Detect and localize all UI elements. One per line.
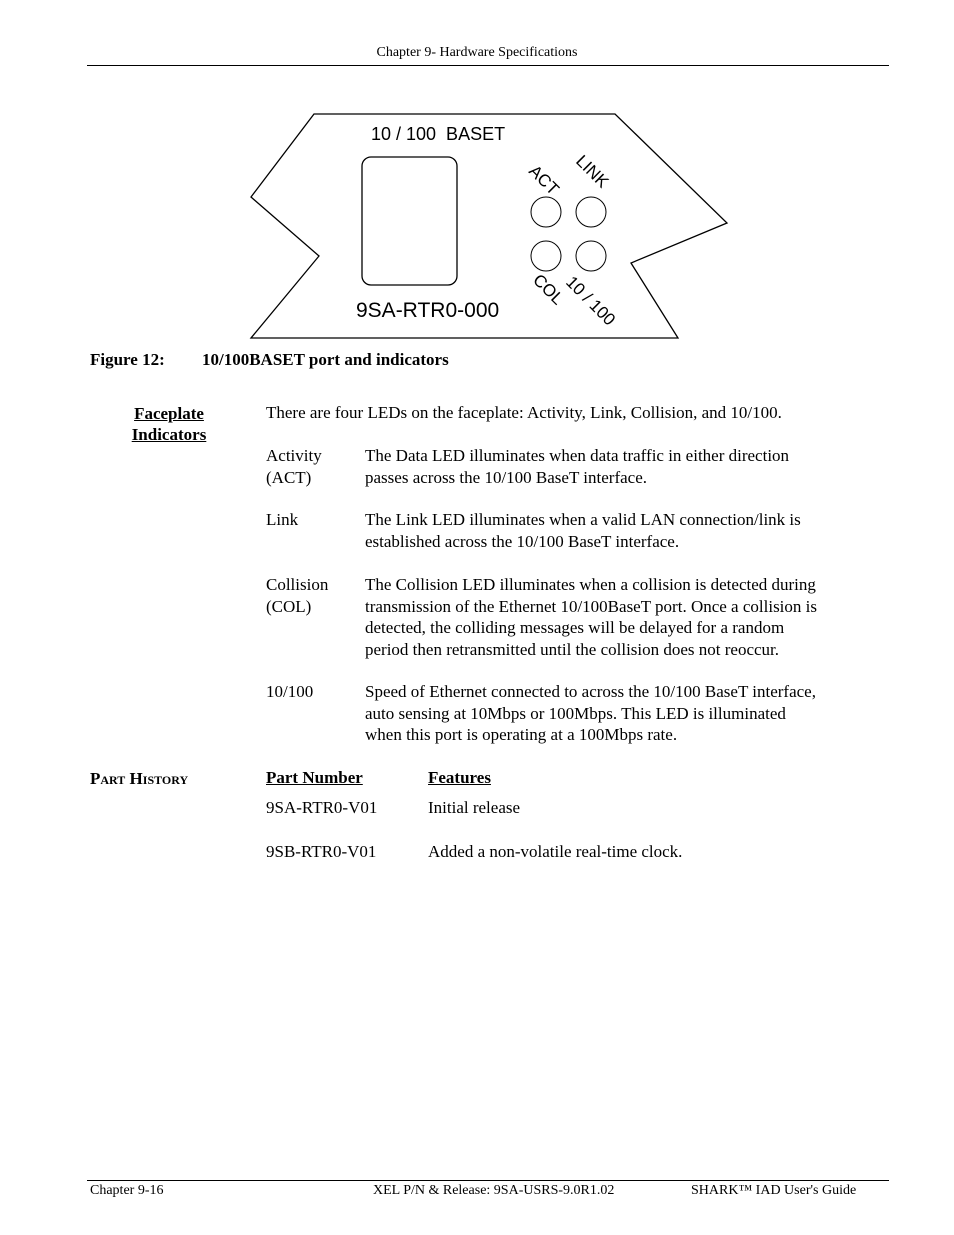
desc-activity: The Data LED illuminates when data traffic in either direction passes across the 10/100 BaseT interface. xyxy=(365,446,790,487)
desc-link: The Link LED illuminates when a valid LAN connection/link is established across the 10/100 BaseT interface. xyxy=(365,510,801,551)
link-led xyxy=(576,197,606,227)
term-collision: Collision (COL) xyxy=(266,575,329,616)
term-link: Link xyxy=(266,510,299,529)
table-row-feature: Initial release xyxy=(428,798,521,817)
port-label: 10 / 100 BASET xyxy=(371,124,506,144)
figure-caption xyxy=(90,350,449,370)
caption-text: 10/100BASET port and indicators xyxy=(202,350,449,369)
faceplate-figure xyxy=(247,110,731,342)
footer-center: XEL P/N & Release: 9SA-USRS-9.0R1.02 xyxy=(373,1183,615,1198)
desc-speed: Speed of Ethernet connected to across the 10/100 BaseT interface, auto sensing at 10Mbps or 100Mbps. This LED is illuminated when this port is operating at a 100Mbps rate. xyxy=(365,682,816,744)
term-activity: Activity (ACT) xyxy=(266,446,322,487)
footer-right: SHARK™ IAD User's Guide xyxy=(691,1183,857,1198)
part-number-label: 9SA-RTR0-000 xyxy=(356,299,500,322)
rj45-port xyxy=(362,157,457,285)
act-led xyxy=(531,197,561,227)
faceplate-indicators-heading: Faceplate Indicators xyxy=(131,404,207,444)
part-history-heading: Part History xyxy=(90,769,189,788)
speed-label: 10 / 100 xyxy=(562,272,620,330)
header-rule xyxy=(87,65,889,66)
col-label: COL xyxy=(529,270,568,309)
act-label: ACT xyxy=(525,161,563,199)
col-features: Features xyxy=(428,768,491,787)
running-header: Chapter 9- Hardware Specifications xyxy=(376,45,578,60)
link-label: LINK xyxy=(572,151,613,192)
footer-rule xyxy=(87,1180,889,1181)
term-speed: 10/100 xyxy=(266,682,314,701)
footer-left: Chapter 9-16 xyxy=(90,1183,164,1198)
faceplate-diagram xyxy=(247,110,731,342)
table-row-part: 9SA-RTR0-V01 xyxy=(266,798,378,817)
desc-collision: The Collision LED illuminates when a collision is detected during transmission of the Ethernet 10/100BaseT port. Once a collision is detected, the colliding messages will be delayed for a random period then retransmitted until the collision does not reoccur. xyxy=(365,575,817,659)
caption-number: Figure 12: xyxy=(90,350,165,369)
faceplate-intro: There are four LEDs on the faceplate: Activity, Link, Collision, and 10/100. xyxy=(266,403,782,422)
table-row-feature: Added a non-volatile real-time clock. xyxy=(428,842,683,861)
speed-led xyxy=(576,241,606,271)
col-led xyxy=(531,241,561,271)
col-part-number: Part Number xyxy=(266,768,363,787)
table-row-part: 9SB-RTR0-V01 xyxy=(266,842,377,861)
